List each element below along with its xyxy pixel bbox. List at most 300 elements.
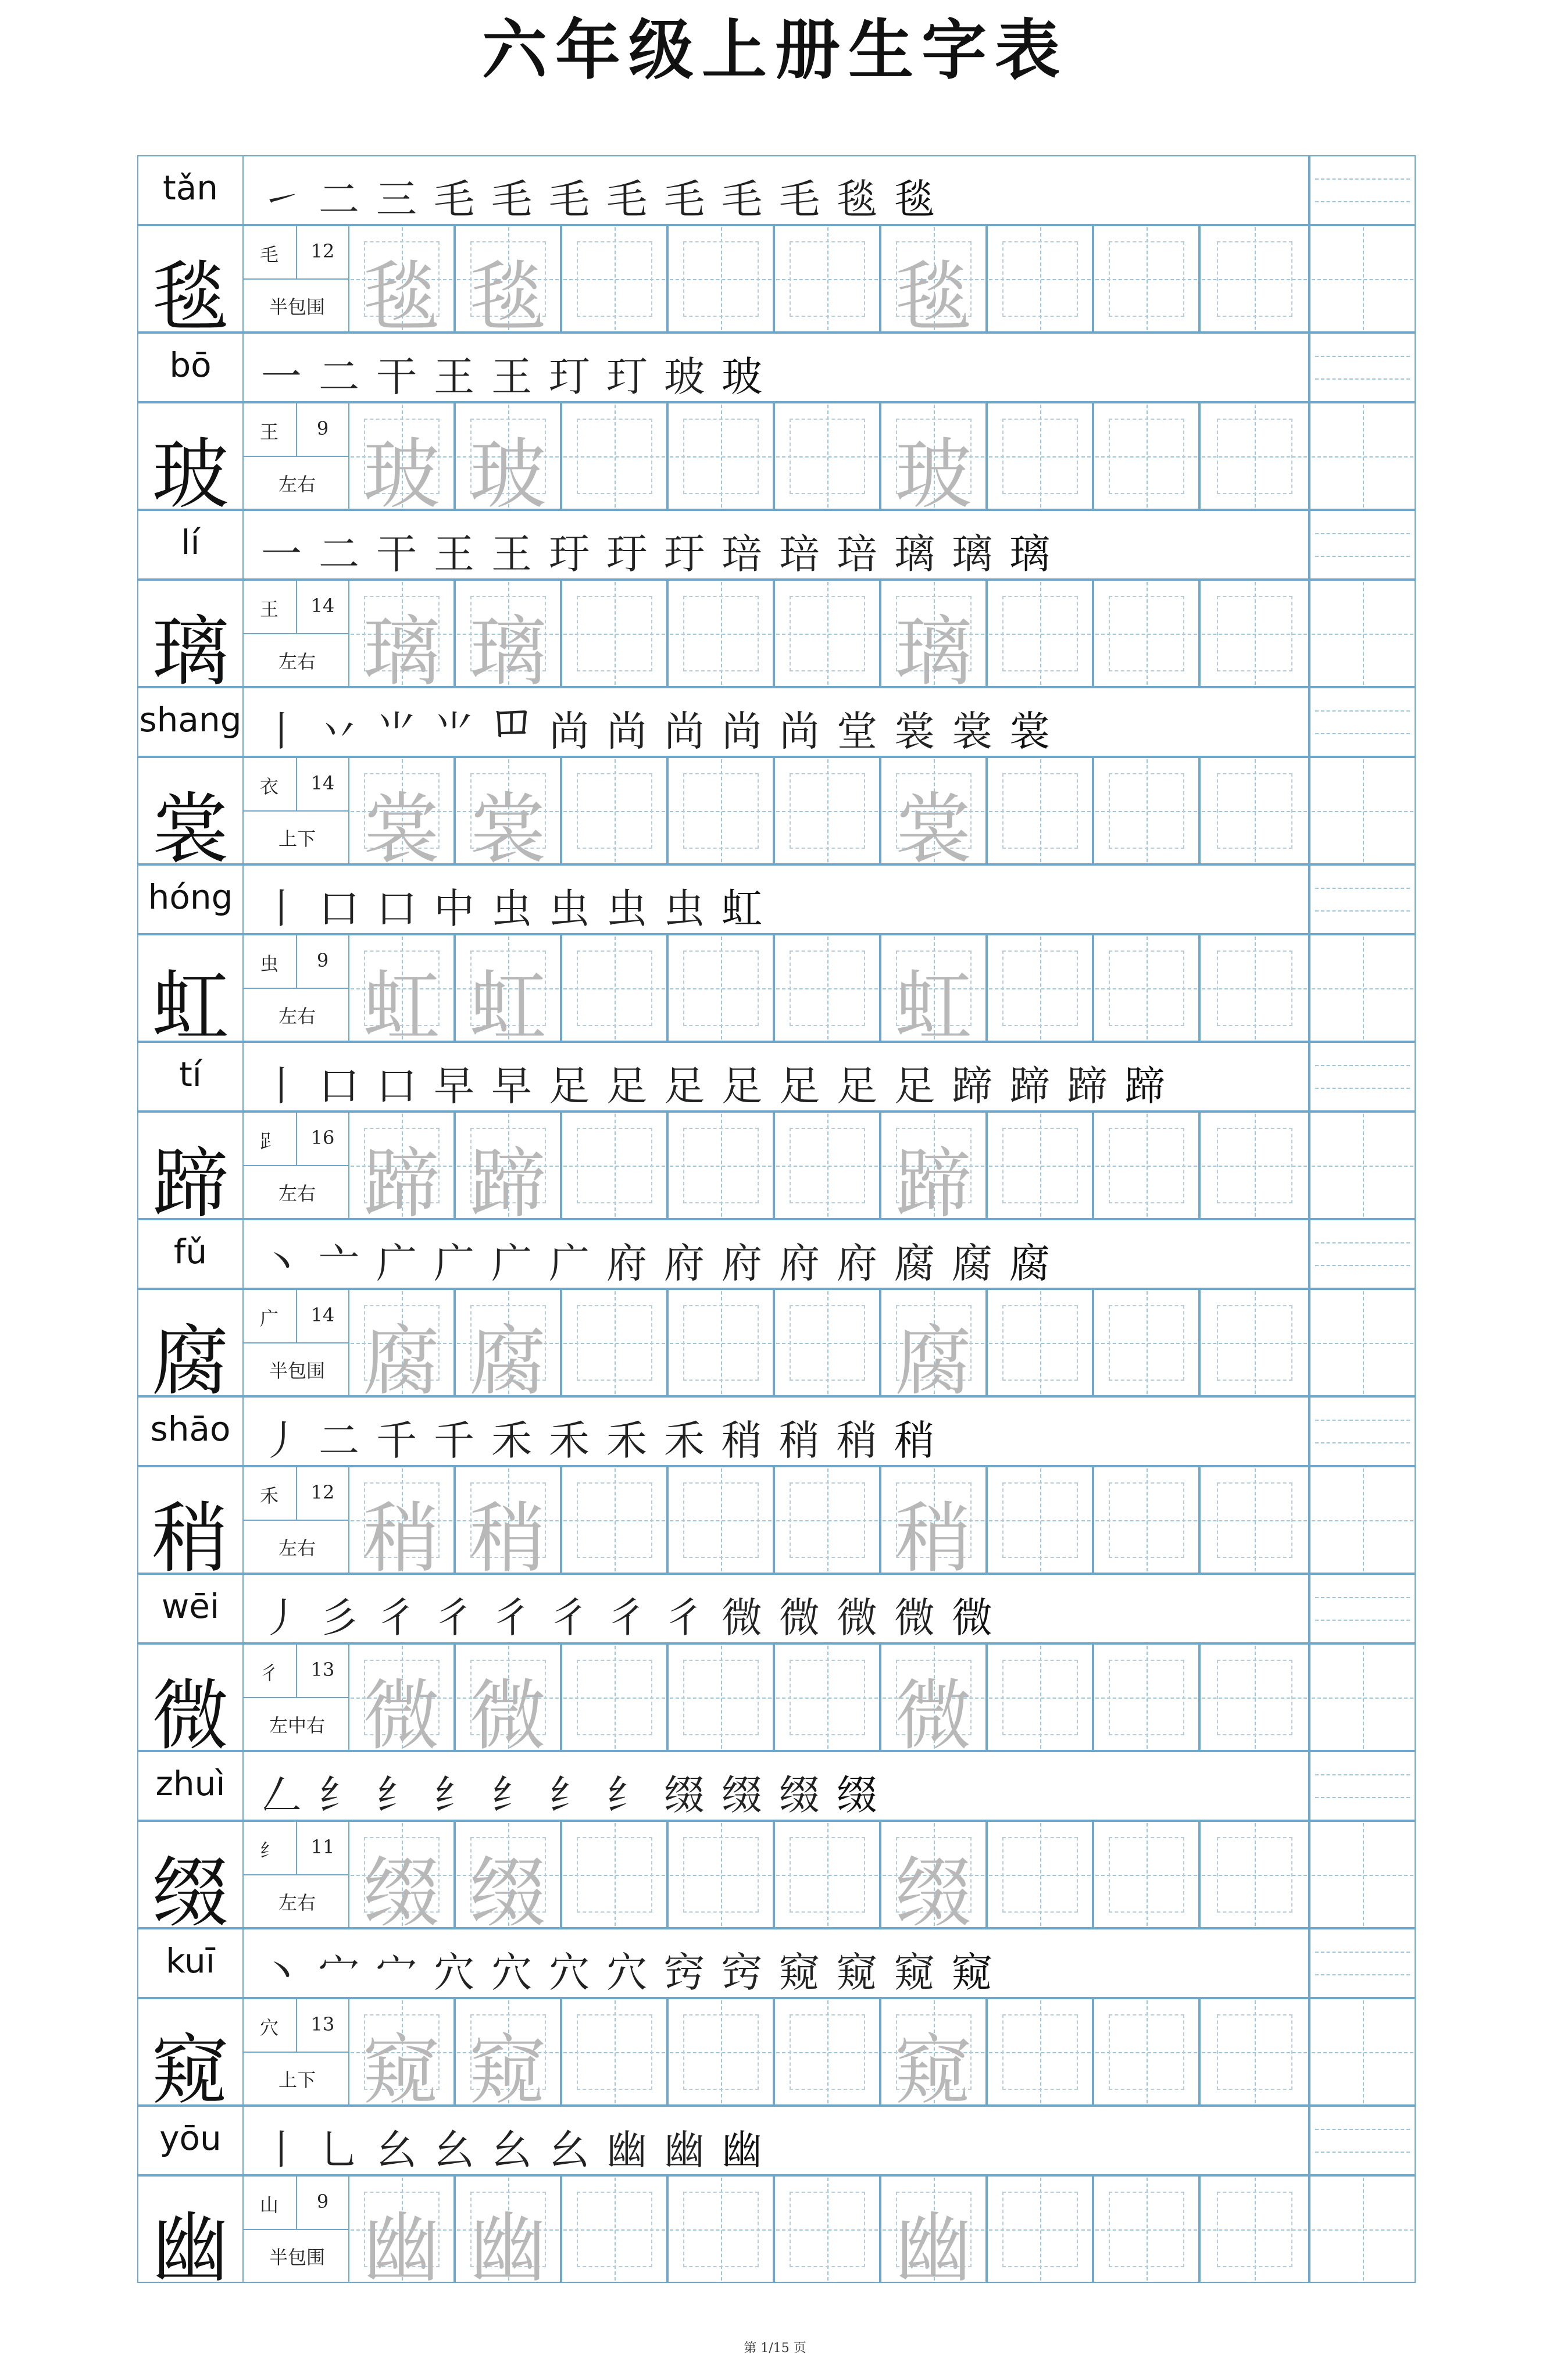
info-divider bbox=[242, 1165, 349, 1166]
stroke-step: 宀 bbox=[319, 1949, 359, 1996]
stroke-step: 彳 bbox=[606, 1594, 647, 1642]
stroke-count-label: 12 bbox=[310, 240, 335, 262]
stroke-step: 琣 bbox=[722, 530, 762, 578]
stroke-step: 蹄 bbox=[1124, 1062, 1165, 1110]
stroke-step: 微 bbox=[894, 1594, 935, 1642]
pinyin-label: zhuì bbox=[155, 1764, 226, 1803]
stroke-step: 尚 bbox=[606, 707, 647, 755]
guide-line bbox=[1315, 1442, 1410, 1443]
stroke-step: 二 bbox=[319, 176, 359, 223]
stroke-step: 毛 bbox=[606, 176, 647, 223]
trace-character: 腐 bbox=[363, 1317, 440, 1406]
pinyin-label: tǎn bbox=[162, 168, 219, 208]
trace-character: 腐 bbox=[895, 1317, 972, 1406]
side-practice-cell bbox=[1309, 1042, 1416, 1112]
stroke-step: 虫 bbox=[491, 885, 532, 932]
stroke-step: 尚 bbox=[722, 707, 762, 755]
inner-box bbox=[577, 1482, 652, 1558]
structure-label: 左右 bbox=[278, 1892, 316, 1914]
inner-box bbox=[683, 2192, 759, 2267]
stroke-step: 二 bbox=[319, 1417, 359, 1464]
stroke-step: 毛 bbox=[722, 176, 762, 223]
inner-box bbox=[1217, 1128, 1292, 1203]
stroke-step: 𠃋 bbox=[261, 1771, 302, 1819]
side-practice-cell bbox=[1309, 687, 1416, 757]
stroke-step: 千 bbox=[376, 1417, 417, 1464]
pinyin-label: shang bbox=[139, 700, 242, 739]
trace-character: 毯 bbox=[895, 253, 972, 342]
inner-box bbox=[577, 1837, 652, 1913]
stroke-step: 一 bbox=[261, 353, 302, 401]
stroke-step: 纟 bbox=[606, 1771, 647, 1819]
stroke-step: 彳 bbox=[549, 1594, 590, 1642]
trace-character: 玻 bbox=[469, 430, 547, 520]
pinyin-label: tí bbox=[179, 1055, 202, 1094]
stroke-step: 微 bbox=[952, 1594, 992, 1642]
trace-character: 微 bbox=[363, 1671, 440, 1761]
stroke-step: 毛 bbox=[664, 176, 705, 223]
stroke-step: 腐 bbox=[894, 1239, 935, 1287]
stroke-step: 玗 bbox=[606, 530, 647, 578]
stroke-step: 丨 bbox=[261, 885, 302, 932]
center-guide bbox=[1312, 811, 1413, 812]
inner-box bbox=[577, 2014, 652, 2090]
inner-box bbox=[1002, 1128, 1078, 1203]
info-divider bbox=[242, 278, 349, 280]
inner-box bbox=[1002, 419, 1078, 494]
stroke-step: 丷 bbox=[319, 707, 359, 755]
stroke-step: ⺌ bbox=[376, 707, 417, 755]
radical-label: 广 bbox=[259, 1307, 278, 1330]
inner-box bbox=[683, 1660, 759, 1735]
inner-box bbox=[1217, 2192, 1292, 2267]
main-character: 窥 bbox=[152, 2026, 229, 2115]
inner-box bbox=[683, 419, 759, 494]
stroke-step: 二 bbox=[319, 530, 359, 578]
stroke-step: 缀 bbox=[837, 1771, 877, 1819]
stroke-step: 尚 bbox=[549, 707, 590, 755]
page-title: 六年级上册生字表 bbox=[482, 12, 1068, 88]
structure-label: 半包围 bbox=[269, 296, 325, 318]
trace-character: 裳 bbox=[363, 785, 440, 874]
guide-line bbox=[1315, 1797, 1410, 1798]
stroke-step: 稍 bbox=[837, 1417, 877, 1464]
trace-character: 幽 bbox=[469, 2203, 547, 2293]
inner-box bbox=[790, 2192, 865, 2267]
radical-label: 毛 bbox=[259, 244, 278, 266]
inner-box bbox=[1109, 1660, 1184, 1735]
side-practice-cell bbox=[1309, 1396, 1416, 1466]
inner-box bbox=[1217, 1660, 1292, 1735]
stroke-step: ㇀ bbox=[261, 176, 302, 223]
info-divider bbox=[242, 633, 349, 634]
trace-character: 腐 bbox=[469, 1317, 547, 1406]
stroke-step: 纟 bbox=[491, 1771, 532, 1819]
trace-character: 璃 bbox=[363, 607, 440, 697]
stroke-step: 纟 bbox=[319, 1771, 359, 1819]
stroke-step: 足 bbox=[779, 1062, 820, 1110]
trace-character: 璃 bbox=[895, 607, 972, 697]
stroke-step: 蹄 bbox=[1009, 1062, 1050, 1110]
stroke-step: 幽 bbox=[722, 2126, 762, 2174]
center-guide bbox=[1312, 2052, 1413, 2053]
trace-character: 虹 bbox=[895, 962, 972, 1052]
inner-box bbox=[1109, 1482, 1184, 1558]
inner-box bbox=[1217, 596, 1292, 671]
stroke-step: 干 bbox=[376, 530, 417, 578]
stroke-step: 玗 bbox=[664, 530, 705, 578]
center-guide bbox=[1312, 988, 1413, 989]
inner-box bbox=[577, 596, 652, 671]
stroke-step: 窥 bbox=[894, 1949, 935, 1996]
stroke-step: 微 bbox=[779, 1594, 820, 1642]
stroke-step: 丶 bbox=[261, 1239, 302, 1287]
info-divider bbox=[242, 1342, 349, 1343]
inner-box bbox=[1002, 241, 1078, 317]
inner-box bbox=[1002, 1482, 1078, 1558]
inner-box bbox=[1109, 950, 1184, 1026]
inner-box bbox=[1109, 2014, 1184, 2090]
stroke-step: 王 bbox=[491, 353, 532, 401]
side-practice-cell bbox=[1309, 864, 1416, 934]
stroke-step: 虫 bbox=[606, 885, 647, 932]
stroke-step: 丶 bbox=[261, 1949, 302, 1996]
radical-label: 禾 bbox=[259, 1485, 278, 1507]
stroke-step: 幺 bbox=[549, 2126, 590, 2174]
main-character: 蹄 bbox=[152, 1139, 229, 1229]
stroke-count-label: 13 bbox=[310, 2013, 335, 2035]
center-guide bbox=[1312, 1698, 1413, 1699]
inner-box bbox=[790, 950, 865, 1026]
inner-box bbox=[1002, 596, 1078, 671]
guide-line bbox=[1315, 733, 1410, 734]
inner-box bbox=[1109, 1128, 1184, 1203]
stroke-step: 丨 bbox=[261, 2126, 302, 2174]
center-guide bbox=[1312, 456, 1413, 458]
trace-character: 蹄 bbox=[895, 1139, 972, 1229]
inner-box bbox=[1217, 950, 1292, 1026]
structure-label: 上下 bbox=[278, 828, 316, 850]
guide-line bbox=[1315, 378, 1410, 380]
stroke-step: 亠 bbox=[319, 1239, 359, 1287]
page-footer: 第 1/15 页 bbox=[744, 2341, 806, 2356]
stroke-step: 蹄 bbox=[952, 1062, 992, 1110]
stroke-count-label: 9 bbox=[316, 417, 329, 439]
stroke-step: 裳 bbox=[894, 707, 935, 755]
trace-character: 毯 bbox=[363, 253, 440, 342]
radical-label: 山 bbox=[259, 2194, 278, 2216]
pinyin-label: kuī bbox=[166, 1941, 215, 1981]
pinyin-label: lí bbox=[181, 523, 200, 562]
stroke-step: 窍 bbox=[664, 1949, 705, 1996]
info-divider bbox=[242, 2229, 349, 2230]
stroke-step: ⺌ bbox=[434, 707, 474, 755]
stroke-step: 足 bbox=[837, 1062, 877, 1110]
stroke-step: 千 bbox=[434, 1417, 474, 1464]
center-guide bbox=[1312, 1166, 1413, 1167]
trace-character: 璃 bbox=[469, 607, 547, 697]
inner-box bbox=[790, 241, 865, 317]
inner-box bbox=[1217, 1837, 1292, 1913]
stroke-step: 幺 bbox=[376, 2126, 417, 2174]
inner-box bbox=[1217, 2014, 1292, 2090]
stroke-step: 纟 bbox=[434, 1771, 474, 1819]
stroke-step: 丨 bbox=[261, 1062, 302, 1110]
trace-character: 窥 bbox=[469, 2026, 547, 2115]
stroke-step: 稍 bbox=[779, 1417, 820, 1464]
stroke-step: 王 bbox=[491, 530, 532, 578]
radical-label: 纟 bbox=[259, 1839, 278, 1861]
trace-character: 微 bbox=[469, 1671, 547, 1761]
structure-label: 左右 bbox=[278, 651, 316, 673]
center-guide bbox=[1312, 1520, 1413, 1521]
stroke-step: 窥 bbox=[952, 1949, 992, 1996]
stroke-step: 禾 bbox=[606, 1417, 647, 1464]
guide-line bbox=[1315, 1774, 1410, 1775]
inner-box bbox=[577, 1660, 652, 1735]
stroke-step: 禾 bbox=[664, 1417, 705, 1464]
stroke-step: 毯 bbox=[894, 176, 935, 223]
center-guide bbox=[1312, 1343, 1413, 1344]
inner-box bbox=[1002, 2192, 1078, 2267]
side-practice-cell bbox=[1309, 1219, 1416, 1289]
main-character: 虹 bbox=[152, 962, 229, 1052]
stroke-step: 玎 bbox=[549, 353, 590, 401]
stroke-step: 足 bbox=[549, 1062, 590, 1110]
trace-character: 缀 bbox=[363, 1849, 440, 1938]
structure-label: 左中右 bbox=[269, 1714, 325, 1736]
structure-label: 左右 bbox=[278, 1005, 316, 1027]
info-divider bbox=[242, 988, 349, 989]
inner-box bbox=[1109, 596, 1184, 671]
inner-box bbox=[683, 1482, 759, 1558]
stroke-step: 璃 bbox=[894, 530, 935, 578]
stroke-step: 窥 bbox=[779, 1949, 820, 1996]
stroke-step: 彳 bbox=[376, 1594, 417, 1642]
guide-line bbox=[1315, 2152, 1410, 2153]
inner-box bbox=[683, 1305, 759, 1381]
side-practice-cell bbox=[1309, 510, 1416, 580]
stroke-count-label: 14 bbox=[310, 1304, 335, 1326]
info-divider bbox=[242, 1697, 349, 1698]
stroke-step: 三 bbox=[376, 176, 417, 223]
stroke-step: 腐 bbox=[1009, 1239, 1050, 1287]
stroke-step: 玎 bbox=[606, 353, 647, 401]
stroke-step: 幺 bbox=[491, 2126, 532, 2174]
trace-character: 微 bbox=[895, 1671, 972, 1761]
radical-label: 王 bbox=[259, 421, 278, 443]
stroke-step: 璃 bbox=[952, 530, 992, 578]
stroke-step: 禾 bbox=[549, 1417, 590, 1464]
guide-line bbox=[1315, 1620, 1410, 1621]
trace-character: 虹 bbox=[469, 962, 547, 1052]
stroke-step: 广 bbox=[549, 1239, 590, 1287]
inner-box bbox=[1002, 950, 1078, 1026]
guide-line bbox=[1315, 1952, 1410, 1953]
stroke-step: 王 bbox=[434, 353, 474, 401]
stroke-step: 毯 bbox=[837, 176, 877, 223]
stroke-step: 毛 bbox=[549, 176, 590, 223]
stroke-count-label: 11 bbox=[310, 1836, 335, 1858]
stroke-step: 缀 bbox=[664, 1771, 705, 1819]
guide-line bbox=[1315, 356, 1410, 357]
guide-line bbox=[1315, 201, 1410, 202]
stroke-count-label: 14 bbox=[310, 595, 335, 617]
stroke-step: 玗 bbox=[549, 530, 590, 578]
trace-character: 缀 bbox=[895, 1849, 972, 1938]
stroke-step: 虫 bbox=[549, 885, 590, 932]
trace-character: 窥 bbox=[363, 2026, 440, 2115]
stroke-step: 彡 bbox=[319, 1594, 359, 1642]
main-character: 幽 bbox=[152, 2203, 229, 2293]
stroke-step: 幽 bbox=[664, 2126, 705, 2174]
guide-line bbox=[1315, 888, 1410, 889]
trace-character: 稍 bbox=[363, 1494, 440, 1584]
trace-character: 玻 bbox=[895, 430, 972, 520]
inner-box bbox=[577, 950, 652, 1026]
side-practice-cell bbox=[1309, 155, 1416, 225]
stroke-step: 尚 bbox=[779, 707, 820, 755]
guide-line bbox=[1315, 710, 1410, 712]
stroke-step: 穴 bbox=[606, 1949, 647, 1996]
stroke-step: 彳 bbox=[434, 1594, 474, 1642]
stroke-step: 早 bbox=[491, 1062, 532, 1110]
structure-label: 左右 bbox=[278, 473, 316, 495]
stroke-step: 虹 bbox=[722, 885, 762, 932]
inner-box bbox=[1217, 419, 1292, 494]
stroke-step: 二 bbox=[319, 353, 359, 401]
stroke-step: 幺 bbox=[434, 2126, 474, 2174]
inner-box bbox=[1002, 2014, 1078, 2090]
guide-line bbox=[1315, 1597, 1410, 1598]
stroke-step: 纟 bbox=[376, 1771, 417, 1819]
stroke-count-label: 9 bbox=[316, 949, 329, 971]
stroke-step: 府 bbox=[722, 1239, 762, 1287]
stroke-step: 彳 bbox=[664, 1594, 705, 1642]
side-practice-cell bbox=[1309, 333, 1416, 402]
trace-character: 幽 bbox=[895, 2203, 972, 2293]
stroke-step: 腐 bbox=[952, 1239, 992, 1287]
center-guide bbox=[1312, 634, 1413, 635]
main-character: 缀 bbox=[152, 1849, 229, 1938]
stroke-step: 稍 bbox=[722, 1417, 762, 1464]
inner-box bbox=[683, 773, 759, 849]
trace-character: 裳 bbox=[895, 785, 972, 874]
stroke-step: 穴 bbox=[549, 1949, 590, 1996]
stroke-step: 虫 bbox=[664, 885, 705, 932]
trace-character: 幽 bbox=[363, 2203, 440, 2293]
pinyin-label: wēi bbox=[161, 1586, 220, 1626]
stroke-step: 穴 bbox=[491, 1949, 532, 1996]
inner-box bbox=[1109, 773, 1184, 849]
trace-character: 稍 bbox=[895, 1494, 972, 1584]
center-guide bbox=[1312, 2229, 1413, 2231]
guide-line bbox=[1315, 2129, 1410, 2130]
pinyin-label: yōu bbox=[159, 2118, 222, 2158]
radical-label: 王 bbox=[259, 598, 278, 620]
trace-character: 蹄 bbox=[469, 1139, 547, 1229]
inner-box bbox=[577, 1128, 652, 1203]
guide-line bbox=[1315, 1242, 1410, 1243]
inner-box bbox=[1002, 1305, 1078, 1381]
trace-character: 裳 bbox=[469, 785, 547, 874]
main-character: 璃 bbox=[152, 607, 229, 697]
inner-box bbox=[1217, 1482, 1292, 1558]
radical-label: 彳 bbox=[259, 1662, 278, 1684]
stroke-step: 毛 bbox=[434, 176, 474, 223]
inner-box bbox=[577, 2192, 652, 2267]
stroke-step: 丨 bbox=[261, 707, 302, 755]
stroke-step: 窥 bbox=[837, 1949, 877, 1996]
pinyin-label: bō bbox=[169, 345, 212, 385]
trace-character: 玻 bbox=[363, 430, 440, 520]
stroke-step: 璃 bbox=[1009, 530, 1050, 578]
main-character: 玻 bbox=[152, 430, 229, 520]
inner-box bbox=[683, 1837, 759, 1913]
info-divider bbox=[242, 456, 349, 457]
stroke-step: 足 bbox=[664, 1062, 705, 1110]
stroke-step: 广 bbox=[376, 1239, 417, 1287]
side-practice-cell bbox=[1309, 1751, 1416, 1821]
inner-box bbox=[683, 596, 759, 671]
inner-box bbox=[790, 1482, 865, 1558]
inner-box bbox=[577, 773, 652, 849]
stroke-step: 缀 bbox=[722, 1771, 762, 1819]
radical-label: 穴 bbox=[259, 2017, 278, 2039]
stroke-step: 堂 bbox=[837, 707, 877, 755]
inner-box bbox=[790, 1128, 865, 1203]
inner-box bbox=[577, 419, 652, 494]
trace-character: 蹄 bbox=[363, 1139, 440, 1229]
stroke-step: 幽 bbox=[606, 2126, 647, 2174]
trace-character: 窥 bbox=[895, 2026, 972, 2115]
inner-box bbox=[790, 2014, 865, 2090]
stroke-step: 𫩏 bbox=[491, 699, 532, 746]
stroke-step: 琣 bbox=[837, 530, 877, 578]
stroke-step: 裳 bbox=[1009, 707, 1050, 755]
stroke-step: 窍 bbox=[722, 1949, 762, 1996]
radical-label: 衣 bbox=[259, 776, 278, 798]
structure-label: 左右 bbox=[278, 1537, 316, 1559]
side-practice-cell bbox=[1309, 2106, 1416, 2175]
stroke-step: 府 bbox=[664, 1239, 705, 1287]
stroke-step: 广 bbox=[434, 1239, 474, 1287]
stroke-count-label: 16 bbox=[310, 1127, 335, 1149]
stroke-step: 口 bbox=[319, 1062, 359, 1110]
stroke-step: 宀 bbox=[376, 1949, 417, 1996]
stroke-step: 干 bbox=[376, 353, 417, 401]
pinyin-label: shāo bbox=[150, 1409, 231, 1449]
inner-box bbox=[1109, 2192, 1184, 2267]
stroke-step: 尚 bbox=[664, 707, 705, 755]
stroke-step: 微 bbox=[722, 1594, 762, 1642]
inner-box bbox=[1109, 1305, 1184, 1381]
inner-box bbox=[790, 1837, 865, 1913]
trace-character: 稍 bbox=[469, 1494, 547, 1584]
guide-line bbox=[1315, 533, 1410, 534]
stroke-step: 穴 bbox=[434, 1949, 474, 1996]
inner-box bbox=[790, 1305, 865, 1381]
main-character: 稍 bbox=[152, 1494, 229, 1584]
inner-box bbox=[1217, 1305, 1292, 1381]
stroke-step: 王 bbox=[434, 530, 474, 578]
stroke-step: 玻 bbox=[664, 353, 705, 401]
stroke-step: 府 bbox=[606, 1239, 647, 1287]
trace-character: 毯 bbox=[469, 253, 547, 342]
main-character: 毯 bbox=[152, 253, 229, 342]
guide-line bbox=[1315, 910, 1410, 912]
stroke-step: 纟 bbox=[549, 1771, 590, 1819]
